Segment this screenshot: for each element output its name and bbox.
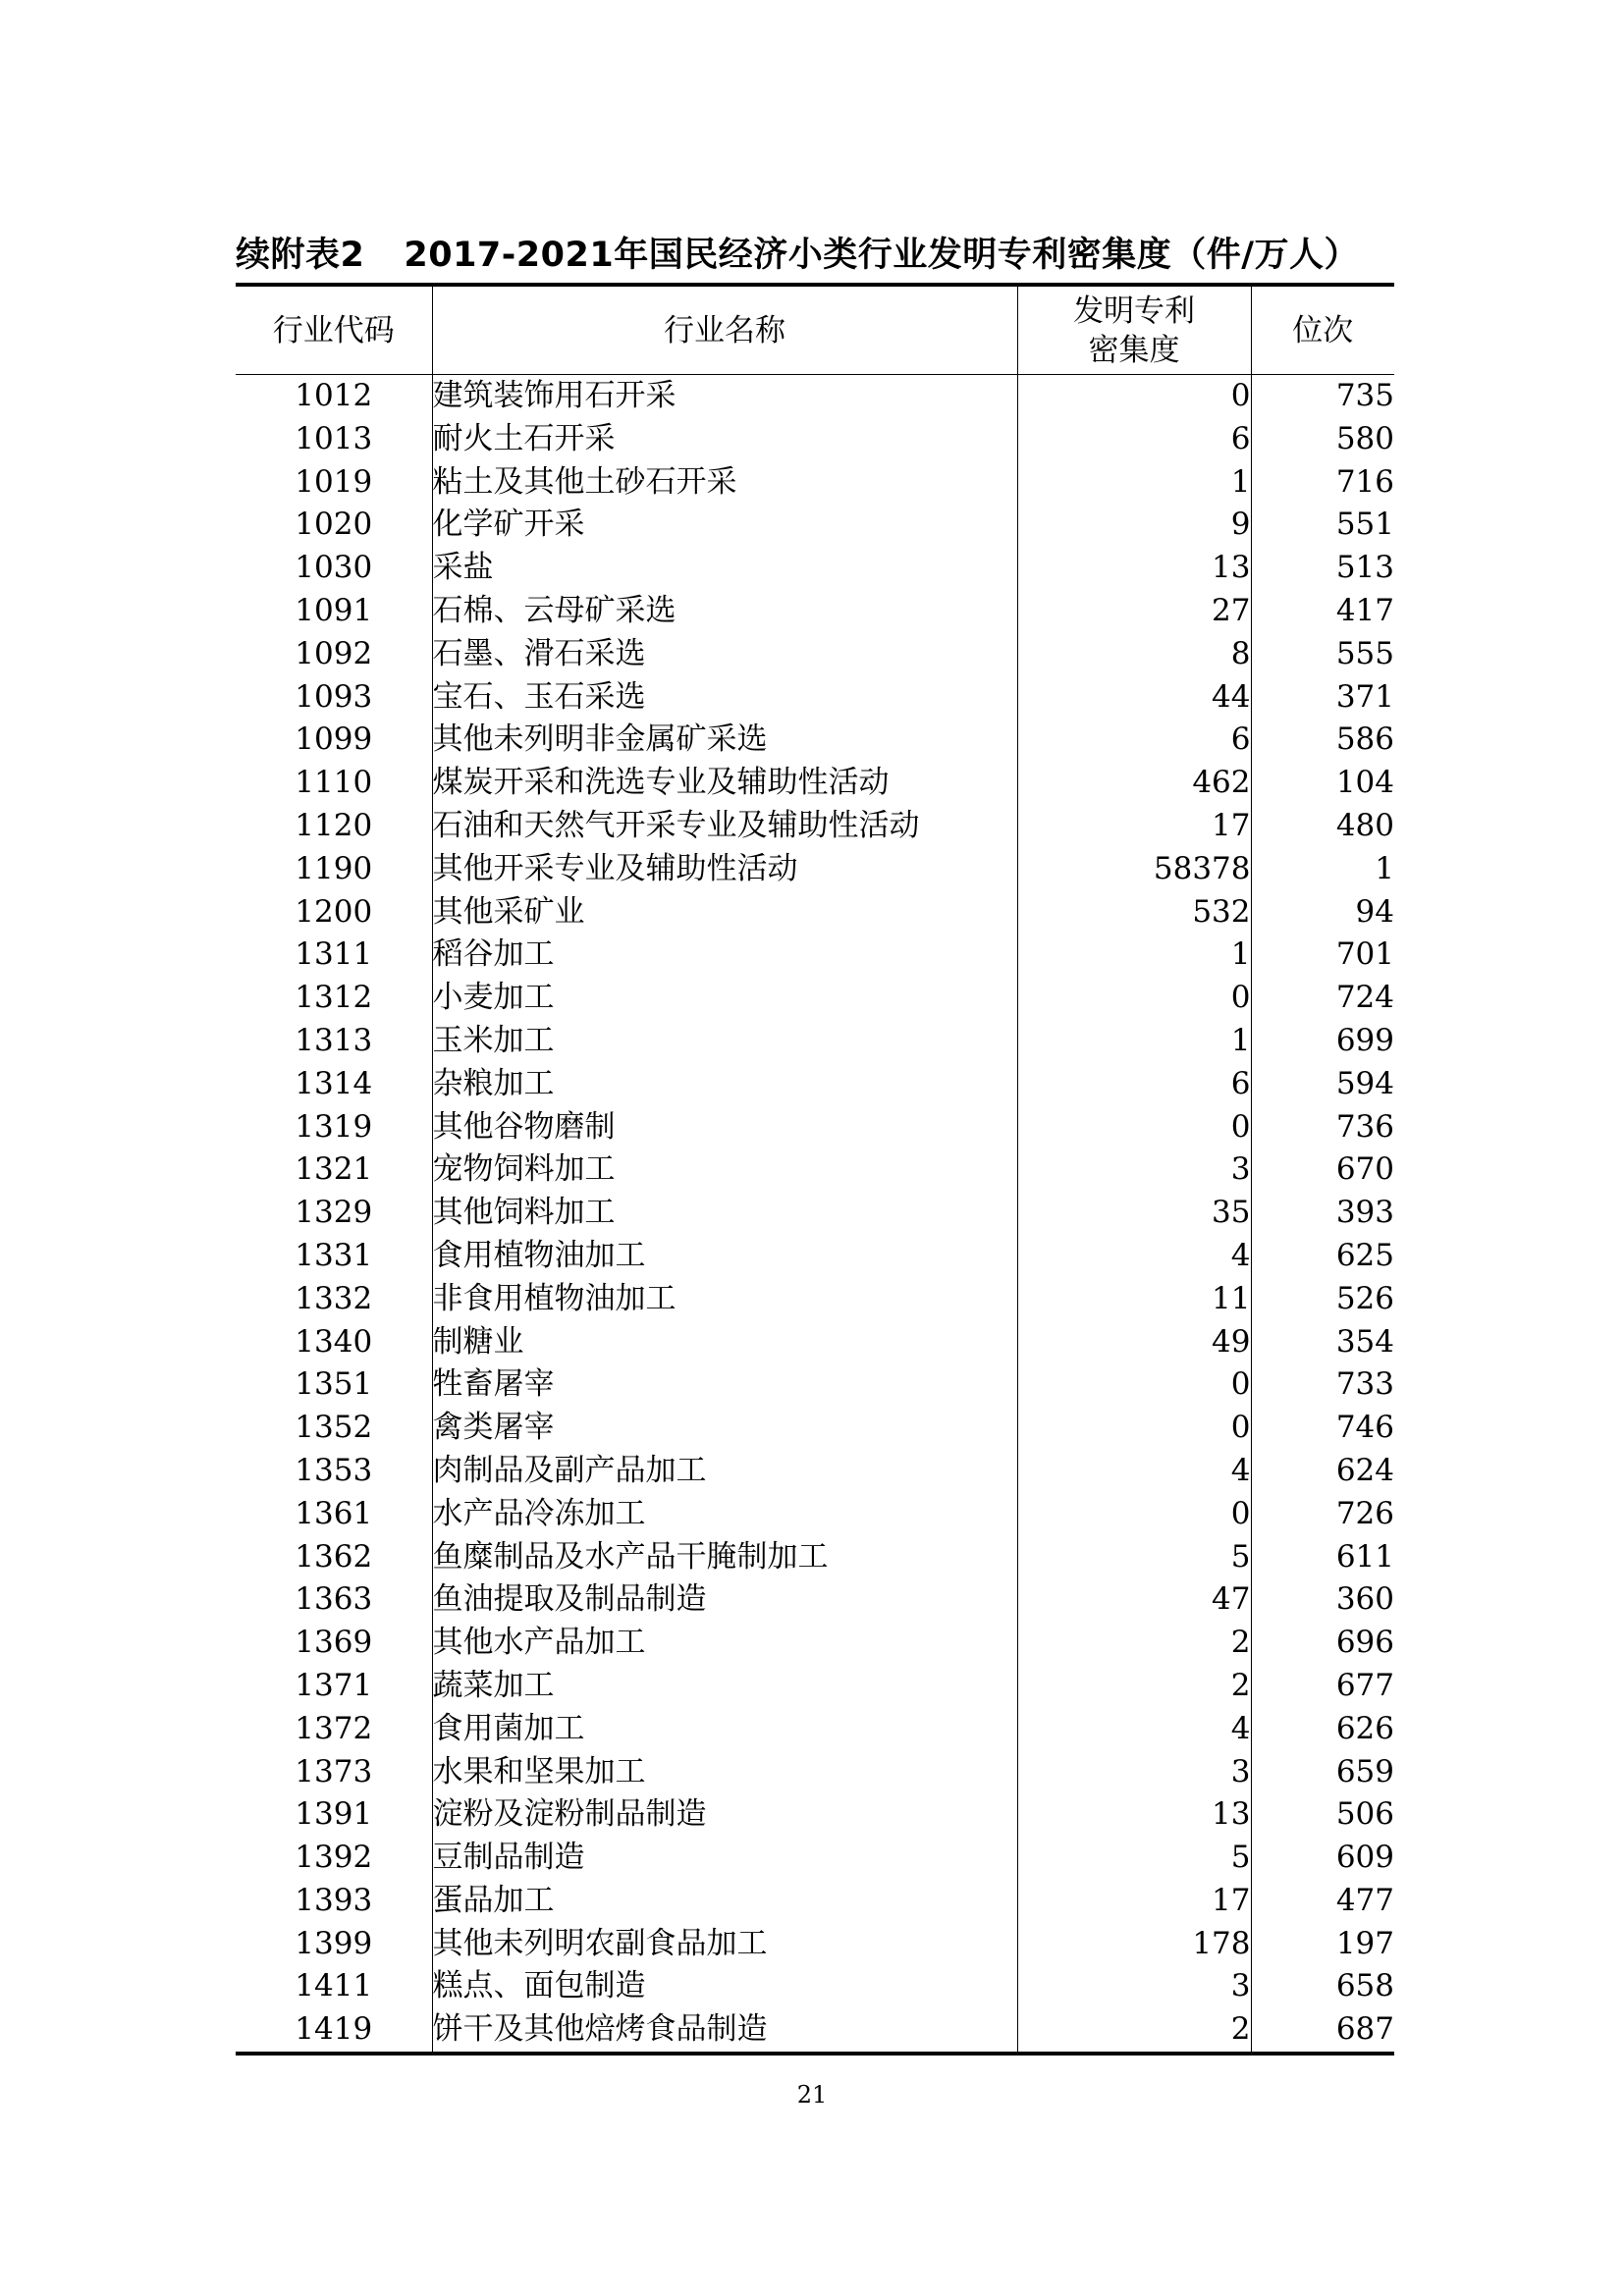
cell-industry-name: 食用菌加工 — [432, 1708, 1017, 1751]
cell-patent-density: 5 — [1017, 1536, 1251, 1579]
table-row — [236, 461, 1394, 505]
cell-rank: 726 — [1251, 1493, 1394, 1536]
table-row — [236, 1578, 1394, 1622]
header-rank: 位次 — [1251, 285, 1394, 375]
cell-industry-name: 制糖业 — [432, 1321, 1017, 1364]
cell-industry-code: 1110 — [295, 765, 373, 801]
table-row — [236, 1020, 1394, 1063]
cell-industry-code: 1393 — [295, 1882, 373, 1918]
cell-rank: 696 — [1251, 1622, 1394, 1665]
table-row — [236, 1880, 1394, 1923]
cell-industry-name: 食用植物油加工 — [432, 1235, 1017, 1278]
cell-rank: 658 — [1251, 1965, 1394, 2008]
cell-rank: 626 — [1251, 1708, 1394, 1751]
cell-patent-density: 8 — [1017, 633, 1251, 676]
cell-industry-name: 饼干及其他焙烤食品制造 — [432, 2008, 1017, 2054]
header-patent-density-line2: 密集度 — [1088, 332, 1180, 368]
table-row — [236, 1923, 1394, 1966]
table-row — [236, 547, 1394, 590]
cell-industry-code: 1371 — [295, 1667, 373, 1703]
table-row — [236, 977, 1394, 1020]
cell-rank: 477 — [1251, 1880, 1394, 1923]
cell-industry-code: 1392 — [295, 1840, 373, 1876]
cell-rank: 360 — [1251, 1578, 1394, 1622]
cell-patent-density: 17 — [1017, 805, 1251, 848]
cell-industry-code: 1373 — [295, 1753, 373, 1789]
cell-industry-name: 化学矿开采 — [432, 504, 1017, 547]
cell-patent-density: 4 — [1017, 1708, 1251, 1751]
cell-patent-density: 49 — [1017, 1321, 1251, 1364]
cell-industry-name: 石棉、云母矿采选 — [432, 590, 1017, 633]
cell-patent-density: 27 — [1017, 590, 1251, 633]
cell-rank: 94 — [1251, 891, 1394, 934]
cell-patent-density: 1 — [1017, 934, 1251, 977]
cell-rank: 354 — [1251, 1321, 1394, 1364]
cell-industry-name: 其他饲料加工 — [432, 1192, 1017, 1235]
table-row — [236, 1235, 1394, 1278]
cell-industry-name: 建筑装饰用石开采 — [432, 375, 1017, 418]
cell-patent-density: 13 — [1017, 1793, 1251, 1837]
cell-rank: 594 — [1251, 1063, 1394, 1106]
cell-patent-density: 0 — [1017, 1106, 1251, 1149]
cell-industry-name: 小麦加工 — [432, 977, 1017, 1020]
cell-rank: 733 — [1251, 1363, 1394, 1407]
cell-industry-code: 1091 — [295, 592, 373, 628]
cell-industry-code: 1411 — [295, 1968, 373, 2004]
cell-rank: 746 — [1251, 1407, 1394, 1450]
cell-industry-name: 牲畜屠宰 — [432, 1363, 1017, 1407]
table-title-text: 2017-2021年国民经济小类行业发明专利密集度（件/万人） — [404, 236, 1359, 275]
table-row — [236, 1321, 1394, 1364]
cell-patent-density: 1 — [1017, 1020, 1251, 1063]
cell-industry-name: 禽类屠宰 — [432, 1407, 1017, 1450]
cell-rank: 586 — [1251, 719, 1394, 762]
cell-patent-density: 3 — [1017, 1751, 1251, 1794]
cell-industry-name: 淀粉及淀粉制品制造 — [432, 1793, 1017, 1837]
cell-industry-code: 1319 — [295, 1108, 373, 1145]
cell-rank: 687 — [1251, 2008, 1394, 2054]
cell-patent-density: 0 — [1017, 1407, 1251, 1450]
cell-industry-code: 1369 — [295, 1625, 373, 1661]
table-row — [236, 762, 1394, 805]
cell-patent-density: 17 — [1017, 1880, 1251, 1923]
table-row — [236, 1407, 1394, 1450]
cell-industry-code: 1312 — [295, 980, 373, 1016]
cell-industry-name: 其他开采专业及辅助性活动 — [432, 848, 1017, 891]
cell-patent-density: 462 — [1017, 762, 1251, 805]
cell-patent-density: 2 — [1017, 2008, 1251, 2054]
page-number: 21 — [796, 2081, 828, 2109]
cell-industry-code: 1361 — [295, 1495, 373, 1531]
cell-patent-density: 0 — [1017, 375, 1251, 418]
table-row — [236, 2008, 1394, 2054]
table-row — [236, 1708, 1394, 1751]
cell-industry-code: 1019 — [295, 463, 373, 500]
cell-industry-name: 耐火土石开采 — [432, 418, 1017, 461]
cell-industry-name: 宠物饲料加工 — [432, 1148, 1017, 1192]
table-row — [236, 805, 1394, 848]
cell-industry-code: 1419 — [295, 2011, 373, 2048]
cell-rank: 625 — [1251, 1235, 1394, 1278]
table-row — [236, 1665, 1394, 1708]
cell-industry-code: 1020 — [295, 507, 373, 543]
table-row — [236, 375, 1394, 418]
cell-rank: 724 — [1251, 977, 1394, 1020]
cell-patent-density: 0 — [1017, 977, 1251, 1020]
table-title — [236, 230, 1394, 281]
cell-rank: 1 — [1251, 848, 1394, 891]
cell-industry-code: 1399 — [295, 1925, 373, 1961]
cell-industry-code: 1372 — [295, 1710, 373, 1746]
cell-rank: 371 — [1251, 676, 1394, 720]
cell-industry-code: 1030 — [295, 550, 373, 586]
cell-industry-code: 1311 — [295, 936, 373, 973]
table-row — [236, 1450, 1394, 1493]
cell-industry-code: 1351 — [295, 1366, 373, 1403]
cell-industry-name: 水产品冷冻加工 — [432, 1493, 1017, 1536]
table-row — [236, 504, 1394, 547]
cell-industry-code: 1092 — [295, 635, 373, 671]
cell-industry-name: 宝石、玉石采选 — [432, 676, 1017, 720]
table-header-row — [236, 285, 1394, 375]
cell-patent-density: 3 — [1017, 1965, 1251, 2008]
table-row — [236, 676, 1394, 720]
cell-industry-code: 1363 — [295, 1581, 373, 1618]
cell-industry-code: 1099 — [295, 721, 373, 758]
cell-industry-name: 豆制品制造 — [432, 1837, 1017, 1880]
cell-industry-name: 鱼油提取及制品制造 — [432, 1578, 1017, 1622]
cell-industry-name: 非食用植物油加工 — [432, 1278, 1017, 1321]
table-row — [236, 1363, 1394, 1407]
cell-industry-code: 1093 — [295, 678, 373, 715]
cell-industry-name: 其他水产品加工 — [432, 1622, 1017, 1665]
header-patent-density — [1017, 285, 1251, 375]
cell-industry-name: 石墨、滑石采选 — [432, 633, 1017, 676]
table-row — [236, 418, 1394, 461]
cell-industry-name: 石油和天然气开采专业及辅助性活动 — [432, 805, 1017, 848]
cell-industry-code: 1012 — [295, 378, 373, 413]
cell-rank: 670 — [1251, 1148, 1394, 1192]
cell-industry-code: 1362 — [295, 1538, 373, 1575]
cell-industry-code: 1321 — [295, 1151, 373, 1188]
cell-rank: 551 — [1251, 504, 1394, 547]
cell-industry-code: 1120 — [295, 807, 373, 843]
table-row — [236, 1965, 1394, 2008]
table-row — [236, 1751, 1394, 1794]
cell-rank: 393 — [1251, 1192, 1394, 1235]
header-industry-code: 行业代码 — [236, 285, 432, 375]
cell-industry-code: 1352 — [295, 1410, 373, 1446]
cell-rank: 699 — [1251, 1020, 1394, 1063]
cell-industry-code: 1331 — [295, 1237, 373, 1273]
cell-rank: 104 — [1251, 762, 1394, 805]
cell-industry-name: 煤炭开采和洗选专业及辅助性活动 — [432, 762, 1017, 805]
cell-industry-name: 采盐 — [432, 547, 1017, 590]
table-row — [236, 1536, 1394, 1579]
cell-industry-name: 其他采矿业 — [432, 891, 1017, 934]
table-row — [236, 1837, 1394, 1880]
cell-rank: 659 — [1251, 1751, 1394, 1794]
table-row — [236, 934, 1394, 977]
cell-industry-name: 其他未列明农副食品加工 — [432, 1923, 1017, 1966]
table-row — [236, 848, 1394, 891]
cell-rank: 611 — [1251, 1536, 1394, 1579]
table-row — [236, 590, 1394, 633]
cell-rank: 526 — [1251, 1278, 1394, 1321]
cell-patent-density: 13 — [1017, 547, 1251, 590]
cell-patent-density: 44 — [1017, 676, 1251, 720]
cell-patent-density: 3 — [1017, 1148, 1251, 1192]
table-row — [236, 633, 1394, 676]
cell-industry-code: 1329 — [295, 1195, 373, 1231]
cell-patent-density: 1 — [1017, 461, 1251, 505]
table-row — [236, 891, 1394, 934]
table-title-prefix: 续附表2 — [236, 236, 365, 275]
cell-patent-density: 0 — [1017, 1363, 1251, 1407]
cell-rank: 736 — [1251, 1106, 1394, 1149]
cell-industry-name: 蔬菜加工 — [432, 1665, 1017, 1708]
cell-rank: 555 — [1251, 633, 1394, 676]
cell-patent-density: 178 — [1017, 1923, 1251, 1966]
cell-industry-code: 1353 — [295, 1452, 373, 1488]
cell-industry-code: 1340 — [295, 1323, 373, 1360]
table-row — [236, 719, 1394, 762]
table-body — [236, 375, 1394, 2055]
cell-industry-name: 粘土及其他土砂石开采 — [432, 461, 1017, 505]
cell-patent-density: 6 — [1017, 1063, 1251, 1106]
cell-rank: 701 — [1251, 934, 1394, 977]
cell-patent-density: 0 — [1017, 1493, 1251, 1536]
cell-industry-name: 糕点、面包制造 — [432, 1965, 1017, 2008]
cell-patent-density: 58378 — [1017, 848, 1251, 891]
table-row — [236, 1148, 1394, 1192]
cell-patent-density: 532 — [1017, 891, 1251, 934]
header-patent-density-line1: 发明专利 — [1073, 293, 1195, 329]
cell-industry-name: 肉制品及副产品加工 — [432, 1450, 1017, 1493]
cell-industry-name: 鱼糜制品及水产品干腌制加工 — [432, 1536, 1017, 1579]
cell-industry-code: 1313 — [295, 1022, 373, 1058]
table-row — [236, 1622, 1394, 1665]
cell-rank: 506 — [1251, 1793, 1394, 1837]
cell-patent-density: 2 — [1017, 1622, 1251, 1665]
cell-patent-density: 6 — [1017, 418, 1251, 461]
cell-industry-name: 玉米加工 — [432, 1020, 1017, 1063]
patent-density-table — [236, 283, 1394, 2056]
table-row — [236, 1793, 1394, 1837]
table-row — [236, 1063, 1394, 1106]
cell-industry-code: 1200 — [295, 893, 373, 930]
table-row — [236, 1192, 1394, 1235]
cell-rank: 197 — [1251, 1923, 1394, 1966]
cell-rank: 480 — [1251, 805, 1394, 848]
cell-rank: 716 — [1251, 461, 1394, 505]
cell-rank: 513 — [1251, 547, 1394, 590]
cell-industry-code: 1013 — [295, 420, 373, 456]
cell-patent-density: 5 — [1017, 1837, 1251, 1880]
cell-patent-density: 11 — [1017, 1278, 1251, 1321]
cell-industry-name: 其他谷物磨制 — [432, 1106, 1017, 1149]
cell-patent-density: 2 — [1017, 1665, 1251, 1708]
cell-rank: 677 — [1251, 1665, 1394, 1708]
cell-industry-code: 1190 — [295, 850, 373, 886]
cell-industry-code: 1391 — [295, 1796, 373, 1833]
cell-industry-name: 稻谷加工 — [432, 934, 1017, 977]
cell-industry-name: 杂粮加工 — [432, 1063, 1017, 1106]
table-row — [236, 1106, 1394, 1149]
cell-industry-code: 1314 — [295, 1065, 373, 1101]
cell-industry-name: 蛋品加工 — [432, 1880, 1017, 1923]
cell-rank: 609 — [1251, 1837, 1394, 1880]
cell-industry-name: 水果和坚果加工 — [432, 1751, 1017, 1794]
cell-industry-name: 其他未列明非金属矿采选 — [432, 719, 1017, 762]
cell-rank: 624 — [1251, 1450, 1394, 1493]
cell-rank: 417 — [1251, 590, 1394, 633]
cell-patent-density: 6 — [1017, 719, 1251, 762]
cell-patent-density: 35 — [1017, 1192, 1251, 1235]
table-row — [236, 1493, 1394, 1536]
cell-rank: 735 — [1251, 375, 1394, 418]
cell-patent-density: 9 — [1017, 504, 1251, 547]
header-industry-name: 行业名称 — [432, 285, 1017, 375]
cell-patent-density: 4 — [1017, 1235, 1251, 1278]
cell-patent-density: 47 — [1017, 1578, 1251, 1622]
cell-industry-code: 1332 — [295, 1280, 373, 1316]
table-row — [236, 1278, 1394, 1321]
cell-rank: 580 — [1251, 418, 1394, 461]
cell-patent-density: 4 — [1017, 1450, 1251, 1493]
